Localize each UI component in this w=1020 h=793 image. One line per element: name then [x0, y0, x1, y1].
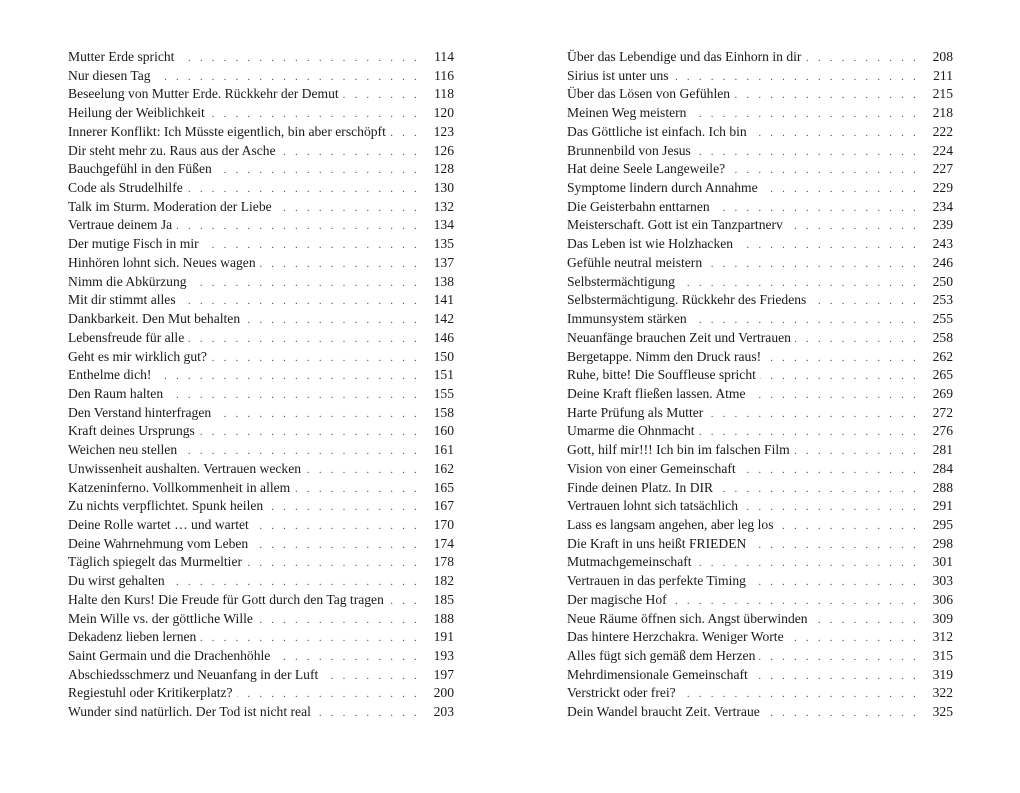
- toc-entry-title: Der mutige Fisch in mir: [68, 236, 199, 252]
- toc-entry-page-number: 146: [433, 329, 454, 345]
- toc-entry-title: Saint Germain und die Drachenhöhle: [68, 648, 271, 663]
- toc-entry: [68, 273, 454, 292]
- toc-entry-title: Über das Lösen von Gefühlen: [567, 86, 731, 102]
- toc-entry: [68, 684, 454, 703]
- toc-entry-title: Das Leben ist wie Holzhacken: [567, 236, 734, 252]
- toc-entry-page-number: 229: [932, 180, 953, 196]
- toc-entry-title: Ruhe, bitte! Die Souffleuse spricht: [567, 367, 756, 383]
- dot-leader: [191, 274, 420, 293]
- toc-entry-title: Hinhören lohnt sich. Neues wagen: [68, 254, 256, 270]
- dot-leader: [167, 386, 420, 405]
- toc-entry-page-number: 325: [932, 704, 953, 720]
- dot-leader: [343, 86, 420, 105]
- toc-entry-title: Täglich spiegelt das Murmeltier: [68, 554, 243, 570]
- toc-entry-title: Neue Räume öffnen sich. Angst überwinden: [567, 610, 808, 626]
- dot-leader: [742, 498, 919, 517]
- toc-entry-title: Brunnenbild von Jesus: [567, 142, 691, 158]
- toc-entry-title: Den Verstand hinterfragen: [68, 404, 212, 420]
- toc-entry: [68, 67, 454, 86]
- toc-entry-title: Lass es langsam angehen, aber leg los: [567, 516, 774, 532]
- toc-entry-page-number: 281: [932, 442, 953, 458]
- toc-entry-title: Die Kraft in uns heißt FRIEDEN: [567, 535, 747, 551]
- toc-entry: [567, 647, 953, 666]
- toc-entry-title: Mehrdimensionale Gemeinschaft: [567, 666, 748, 682]
- toc-entry-title: Die Geisterbahn enttarnen: [567, 198, 710, 214]
- dot-leader: [760, 367, 919, 386]
- toc-entry-title: Harte Prüfung als Mutter: [567, 404, 704, 420]
- left-page: [68, 48, 454, 722]
- dot-leader: [188, 330, 420, 349]
- dot-leader: [388, 592, 420, 611]
- dot-leader: [294, 480, 420, 499]
- dot-leader: [169, 573, 420, 592]
- toc-entry-title: Den Raum halten: [68, 385, 164, 401]
- dot-leader: [690, 105, 919, 124]
- toc-entry: [567, 703, 953, 722]
- toc-entry-title: Mutmachgemeinschaft: [567, 554, 692, 570]
- dot-leader: [257, 611, 420, 630]
- toc-entry-title: Talk im Sturm. Moderation der Liebe: [68, 198, 272, 214]
- toc-entry-page-number: 301: [932, 554, 953, 570]
- toc-entry-title: Dekadenz lieben lernen: [68, 629, 197, 645]
- toc-entry-title: Alles fügt sich gemäß dem Herzen: [567, 648, 756, 663]
- toc-entry: [68, 216, 454, 235]
- dot-leader: [740, 461, 919, 480]
- toc-entry-title: Meisterschaft. Gott ist ein Tanzpartnerv: [567, 217, 783, 233]
- dot-leader: [244, 311, 420, 330]
- toc-entry-page-number: 215: [932, 86, 953, 102]
- toc-entry: [68, 553, 454, 572]
- toc-entry-title: Nur diesen Tag: [68, 67, 151, 83]
- toc-entry-title: Das Göttliche ist einfach. Ich bin: [567, 123, 747, 139]
- toc-entry-page-number: 165: [433, 479, 454, 495]
- toc-entry-title: Selbstermächtigung. Rückkehr des Friedens: [567, 292, 807, 308]
- toc-entry-title: Wunder sind natürlich. Der Tod ist nicht real: [68, 704, 311, 720]
- toc-entry: [567, 366, 953, 385]
- dot-leader: [788, 629, 919, 648]
- toc-entry-title: Dein Wandel braucht Zeit. Vertraue: [567, 704, 760, 720]
- toc-entry-title: Code als Strudelhilfe: [68, 180, 183, 196]
- toc-entry-title: Mein Wille vs. der göttliche Wille: [68, 610, 253, 626]
- toc-entry-title: Zu nichts verpflichtet. Spunk heilen: [68, 498, 264, 514]
- toc-entry-title: Finde deinen Platz. In DIR: [567, 479, 714, 495]
- toc-entry-title: Hat deine Seele Langeweile?: [567, 161, 726, 177]
- toc-entry-page-number: 288: [932, 479, 953, 495]
- toc-entry-page-number: 142: [433, 311, 454, 327]
- toc-entry: [567, 666, 953, 685]
- toc-entry-page-number: 130: [433, 180, 454, 196]
- dot-leader: [695, 143, 919, 162]
- toc-entry: [567, 160, 953, 179]
- dot-leader: [805, 49, 919, 68]
- toc-list-right: [567, 48, 953, 722]
- toc-entry: [567, 123, 953, 142]
- toc-entry: [567, 254, 953, 273]
- toc-entry: [567, 684, 953, 703]
- dot-leader: [707, 405, 919, 424]
- toc-entry-page-number: 197: [433, 666, 454, 682]
- toc-entry-page-number: 224: [932, 142, 953, 158]
- toc-entry: [68, 160, 454, 179]
- toc-entry-title: Gott, hilf mir!!! Ich bin im falschen Film: [567, 442, 790, 458]
- toc-entry-page-number: 151: [433, 367, 454, 383]
- toc-entry-title: Der magische Hof: [567, 591, 667, 607]
- toc-entry-title: Mit dir stimmt alles: [68, 292, 176, 308]
- toc-entry-page-number: 208: [932, 49, 953, 64]
- toc-entry: [567, 216, 953, 235]
- toc-entry-page-number: 135: [433, 236, 454, 252]
- dot-leader: [717, 480, 919, 499]
- toc-entry-page-number: 265: [932, 367, 953, 383]
- dot-leader: [812, 611, 919, 630]
- toc-entry-page-number: 322: [932, 685, 953, 701]
- toc-entry: [68, 142, 454, 161]
- toc-entry: [68, 198, 454, 217]
- dot-leader: [280, 143, 420, 162]
- toc-entry-page-number: 303: [932, 573, 953, 589]
- toc-entry-page-number: 203: [433, 704, 454, 720]
- toc-entry-title: Kraft deines Ursprungs: [68, 423, 195, 439]
- dot-leader: [267, 498, 420, 517]
- toc-entry-title: Nimm die Abkürzung: [68, 273, 187, 289]
- toc-entry-page-number: 120: [433, 105, 454, 121]
- dot-leader: [734, 86, 919, 105]
- toc-entry-title: Das hintere Herzchakra. Weniger Worte: [567, 629, 784, 645]
- toc-entry-title: Immunsystem stärken: [567, 311, 687, 327]
- dot-leader: [252, 536, 420, 555]
- toc-entry-title: Verstrickt oder frei?: [567, 685, 676, 701]
- toc-entry: [567, 198, 953, 217]
- right-page: [567, 48, 953, 722]
- toc-entry: [68, 479, 454, 498]
- toc-entry-page-number: 132: [433, 198, 454, 214]
- toc-entry-title: Vision von einer Gemeinschaft: [567, 460, 736, 476]
- toc-entry: [68, 422, 454, 441]
- toc-entry-page-number: 182: [433, 573, 454, 589]
- toc-entry-title: Bergetappe. Nimm den Druck raus!: [567, 348, 762, 364]
- toc-entry-page-number: 246: [932, 254, 953, 270]
- toc-entry-title: Abschiedsschmerz und Neuanfang in der Luft: [68, 666, 319, 682]
- toc-entry-title: Symptome lindern durch Annahme: [567, 180, 758, 196]
- toc-entry-page-number: 170: [433, 516, 454, 532]
- toc-entry: [567, 179, 953, 198]
- toc-entry-title: Neuanfänge brauchen Zeit und Vertrauen: [567, 329, 791, 345]
- toc-entry-title: Bauchgefühl in den Füßen: [68, 161, 212, 177]
- toc-entry-page-number: 137: [433, 254, 454, 270]
- toc-entry-page-number: 188: [433, 610, 454, 626]
- toc-entry: [68, 441, 454, 460]
- toc-entry-page-number: 272: [932, 404, 953, 420]
- toc-entry-title: Katzeninferno. Vollkommenheit in allem: [68, 479, 291, 495]
- toc-entry-page-number: 185: [433, 591, 454, 607]
- toc-entry: [68, 123, 454, 142]
- dot-leader: [762, 180, 919, 199]
- toc-entry: [567, 441, 953, 460]
- dot-leader: [777, 517, 919, 536]
- toc-entry-title: Selbstermächtigung: [567, 273, 675, 289]
- toc-entry: [68, 610, 454, 629]
- toc-entry-title: Regiestuhl oder Kritikerplatz?: [68, 685, 233, 701]
- toc-entry-page-number: 141: [433, 292, 454, 308]
- dot-leader: [750, 386, 919, 405]
- toc-entry: [68, 366, 454, 385]
- dot-leader: [246, 554, 420, 573]
- toc-entry-page-number: 155: [433, 385, 454, 401]
- dot-leader: [315, 704, 420, 723]
- toc-entry: [68, 385, 454, 404]
- toc-entry: [68, 310, 454, 329]
- toc-entry-page-number: 150: [433, 348, 454, 364]
- toc-entry-page-number: 258: [932, 329, 953, 345]
- toc-entry: [68, 647, 454, 666]
- toc-entry-page-number: 309: [932, 610, 953, 626]
- dot-leader: [216, 161, 420, 180]
- toc-entry-page-number: 161: [433, 442, 454, 458]
- toc-entry-title: Vertraue deinem Ja: [68, 217, 173, 233]
- toc-entry-page-number: 319: [932, 666, 953, 682]
- toc-entry: [567, 572, 953, 591]
- toc-entry-title: Deine Kraft fließen lassen. Atme: [567, 385, 746, 401]
- toc-entry: [567, 628, 953, 647]
- toc-entry-page-number: 174: [433, 535, 454, 551]
- toc-entry-page-number: 243: [932, 236, 953, 252]
- toc-entry-page-number: 253: [932, 292, 953, 308]
- toc-entry-page-number: 239: [932, 217, 953, 233]
- dot-leader: [274, 648, 420, 667]
- dot-leader: [751, 124, 919, 143]
- dot-leader: [178, 49, 420, 68]
- toc-entry-title: Weichen neu stellen: [68, 442, 178, 458]
- dot-leader: [794, 442, 919, 461]
- toc-entry-title: Deine Wahrnehmung vom Leben: [68, 535, 249, 551]
- dot-leader: [155, 68, 420, 87]
- toc-entry-page-number: 306: [932, 591, 953, 607]
- dot-leader: [209, 105, 420, 124]
- dot-leader: [750, 536, 919, 555]
- toc-entry-page-number: 250: [932, 273, 953, 289]
- toc-entry-title: Über das Lebendige und das Einhorn in dir: [567, 49, 802, 64]
- toc-entry-page-number: 167: [433, 498, 454, 514]
- dot-leader: [253, 517, 420, 536]
- toc-entry-page-number: 193: [433, 648, 454, 663]
- dot-leader: [203, 236, 420, 255]
- toc-entry: [68, 628, 454, 647]
- toc-entry: [68, 329, 454, 348]
- toc-entry: [567, 67, 953, 86]
- toc-entry-title: Unwissenheit aushalten. Vertrauen wecken: [68, 460, 302, 476]
- toc-entry-page-number: 138: [433, 273, 454, 289]
- toc-entry: [68, 535, 454, 554]
- toc-entry-page-number: 160: [433, 423, 454, 439]
- toc-entry: [68, 85, 454, 104]
- toc-entry: [68, 460, 454, 479]
- toc-entry: [567, 591, 953, 610]
- dot-leader: [787, 217, 919, 236]
- dot-leader: [699, 423, 919, 442]
- toc-entry-title: Deine Rolle wartet … und wartet: [68, 516, 249, 532]
- toc-entry-title: Meinen Weg meistern: [567, 105, 687, 121]
- toc-entry: [567, 85, 953, 104]
- toc-entry-title: Halte den Kurs! Die Freude für Gott durch den Tag tragen: [68, 591, 384, 607]
- toc-entry: [68, 572, 454, 591]
- dot-leader: [680, 685, 919, 704]
- toc-entry-title: Sirius ist unter uns: [567, 67, 669, 83]
- toc-entry-page-number: 162: [433, 460, 454, 476]
- toc-entry-page-number: 295: [932, 516, 953, 532]
- toc-entry: [567, 553, 953, 572]
- toc-entry: [567, 310, 953, 329]
- toc-entry-page-number: 222: [932, 123, 953, 139]
- toc-entry: [567, 385, 953, 404]
- toc-entry-page-number: 211: [933, 67, 953, 83]
- dot-leader: [737, 236, 919, 255]
- toc-entry: [567, 235, 953, 254]
- dot-leader: [276, 199, 420, 218]
- dot-leader: [176, 217, 420, 236]
- dot-leader: [322, 667, 420, 686]
- dot-leader: [765, 349, 919, 368]
- toc-entry: [567, 610, 953, 629]
- dot-leader: [215, 405, 420, 424]
- toc-entry-page-number: 123: [433, 123, 454, 139]
- toc-entry: [567, 404, 953, 423]
- toc-entry: [567, 104, 953, 123]
- toc-entry: [567, 273, 953, 292]
- toc-entry-page-number: 128: [433, 161, 454, 177]
- toc-entry: [68, 291, 454, 310]
- toc-entry-page-number: 284: [932, 460, 953, 476]
- toc-entry: [567, 497, 953, 516]
- dot-leader: [691, 311, 919, 330]
- toc-entry-title: Vertrauen in das perfekte Timing: [567, 573, 746, 589]
- toc-entry-title: Gefühle neutral meistern: [567, 254, 703, 270]
- dot-leader: [180, 292, 420, 311]
- dot-leader: [187, 180, 420, 199]
- toc-entry-title: Lebensfreude für alle: [68, 329, 185, 345]
- toc-entry-page-number: 126: [433, 142, 454, 158]
- toc-entry: [68, 404, 454, 423]
- toc-entry-page-number: 234: [932, 198, 953, 214]
- dot-leader: [181, 442, 420, 461]
- toc-entry: [567, 516, 953, 535]
- toc-entry-page-number: 291: [932, 498, 953, 514]
- dot-leader: [673, 68, 919, 87]
- dot-leader: [706, 255, 919, 274]
- toc-entry: [567, 348, 953, 367]
- dot-leader: [305, 461, 420, 480]
- dot-leader: [752, 667, 919, 686]
- toc-entry: [68, 348, 454, 367]
- toc-entry: [567, 329, 953, 348]
- toc-entry-page-number: 315: [932, 648, 953, 663]
- toc-entry: [567, 535, 953, 554]
- toc-entry: [567, 479, 953, 498]
- dot-leader: [750, 573, 919, 592]
- dot-leader: [200, 629, 420, 648]
- toc-entry-title: Enthelme dich!: [68, 367, 152, 383]
- dot-leader: [679, 274, 919, 293]
- toc-entry: [567, 291, 953, 310]
- toc-entry-title: Beseelung von Mutter Erde. Rückkehr der Demut: [68, 86, 339, 102]
- dot-leader: [390, 124, 420, 143]
- dot-leader: [237, 685, 420, 704]
- dot-leader: [696, 554, 919, 573]
- toc-entry-page-number: 298: [932, 535, 953, 551]
- toc-entry-title: Mutter Erde spricht: [68, 49, 175, 64]
- toc-entry-page-number: 158: [433, 404, 454, 420]
- toc-entry: [567, 460, 953, 479]
- dot-leader: [764, 704, 919, 723]
- toc-entry-page-number: 178: [433, 554, 454, 570]
- dot-leader: [260, 255, 420, 274]
- dot-leader: [729, 161, 919, 180]
- toc-entry: [567, 142, 953, 161]
- toc-entry-page-number: 262: [932, 348, 953, 364]
- toc-entry-title: Vertrauen lohnt sich tatsächlich: [567, 498, 738, 514]
- toc-entry: [68, 591, 454, 610]
- dot-leader: [759, 648, 919, 667]
- toc-entry: [68, 104, 454, 123]
- toc-entry-page-number: 255: [932, 311, 953, 327]
- toc-entry-title: Dankbarkeit. Den Mut behalten: [68, 311, 241, 327]
- toc-entry-page-number: 114: [434, 49, 454, 64]
- toc-entry: [68, 254, 454, 273]
- toc-entry: [567, 422, 953, 441]
- toc-entry-page-number: 312: [932, 629, 953, 645]
- toc-entry: [68, 48, 454, 67]
- toc-entry-title: Dir steht mehr zu. Raus aus der Asche: [68, 142, 276, 158]
- toc-list-left: [68, 48, 454, 722]
- toc-entry-page-number: 191: [433, 629, 454, 645]
- dot-leader: [795, 330, 919, 349]
- toc-entry: [68, 666, 454, 685]
- toc-entry-page-number: 134: [433, 217, 454, 233]
- dot-leader: [211, 349, 420, 368]
- dot-leader: [810, 292, 919, 311]
- toc-entry-page-number: 218: [932, 105, 953, 121]
- toc-entry: [567, 48, 953, 67]
- toc-entry-title: Du wirst gehalten: [68, 573, 165, 589]
- toc-entry-title: Heilung der Weiblichkeit: [68, 105, 205, 121]
- toc-entry: [68, 497, 454, 516]
- toc-entry: [68, 235, 454, 254]
- dot-leader: [714, 199, 919, 218]
- dot-leader: [671, 592, 919, 611]
- toc-entry-page-number: 200: [433, 685, 454, 701]
- toc-entry-title: Umarme die Ohnmacht: [567, 423, 695, 439]
- dot-leader: [199, 423, 420, 442]
- toc-entry: [68, 703, 454, 722]
- toc-entry-title: Geht es mir wirklich gut?: [68, 348, 207, 364]
- toc-entry-page-number: 116: [434, 67, 454, 83]
- toc-entry-page-number: 276: [932, 423, 953, 439]
- toc-entry-title: Innerer Konflikt: Ich Müsste eigentlich, bin aber erschöpft: [68, 123, 386, 139]
- dot-leader: [155, 367, 420, 386]
- toc-entry: [68, 179, 454, 198]
- toc-entry: [68, 516, 454, 535]
- toc-entry-page-number: 118: [434, 86, 454, 102]
- toc-entry-page-number: 269: [932, 385, 953, 401]
- toc-entry-page-number: 227: [932, 161, 953, 177]
